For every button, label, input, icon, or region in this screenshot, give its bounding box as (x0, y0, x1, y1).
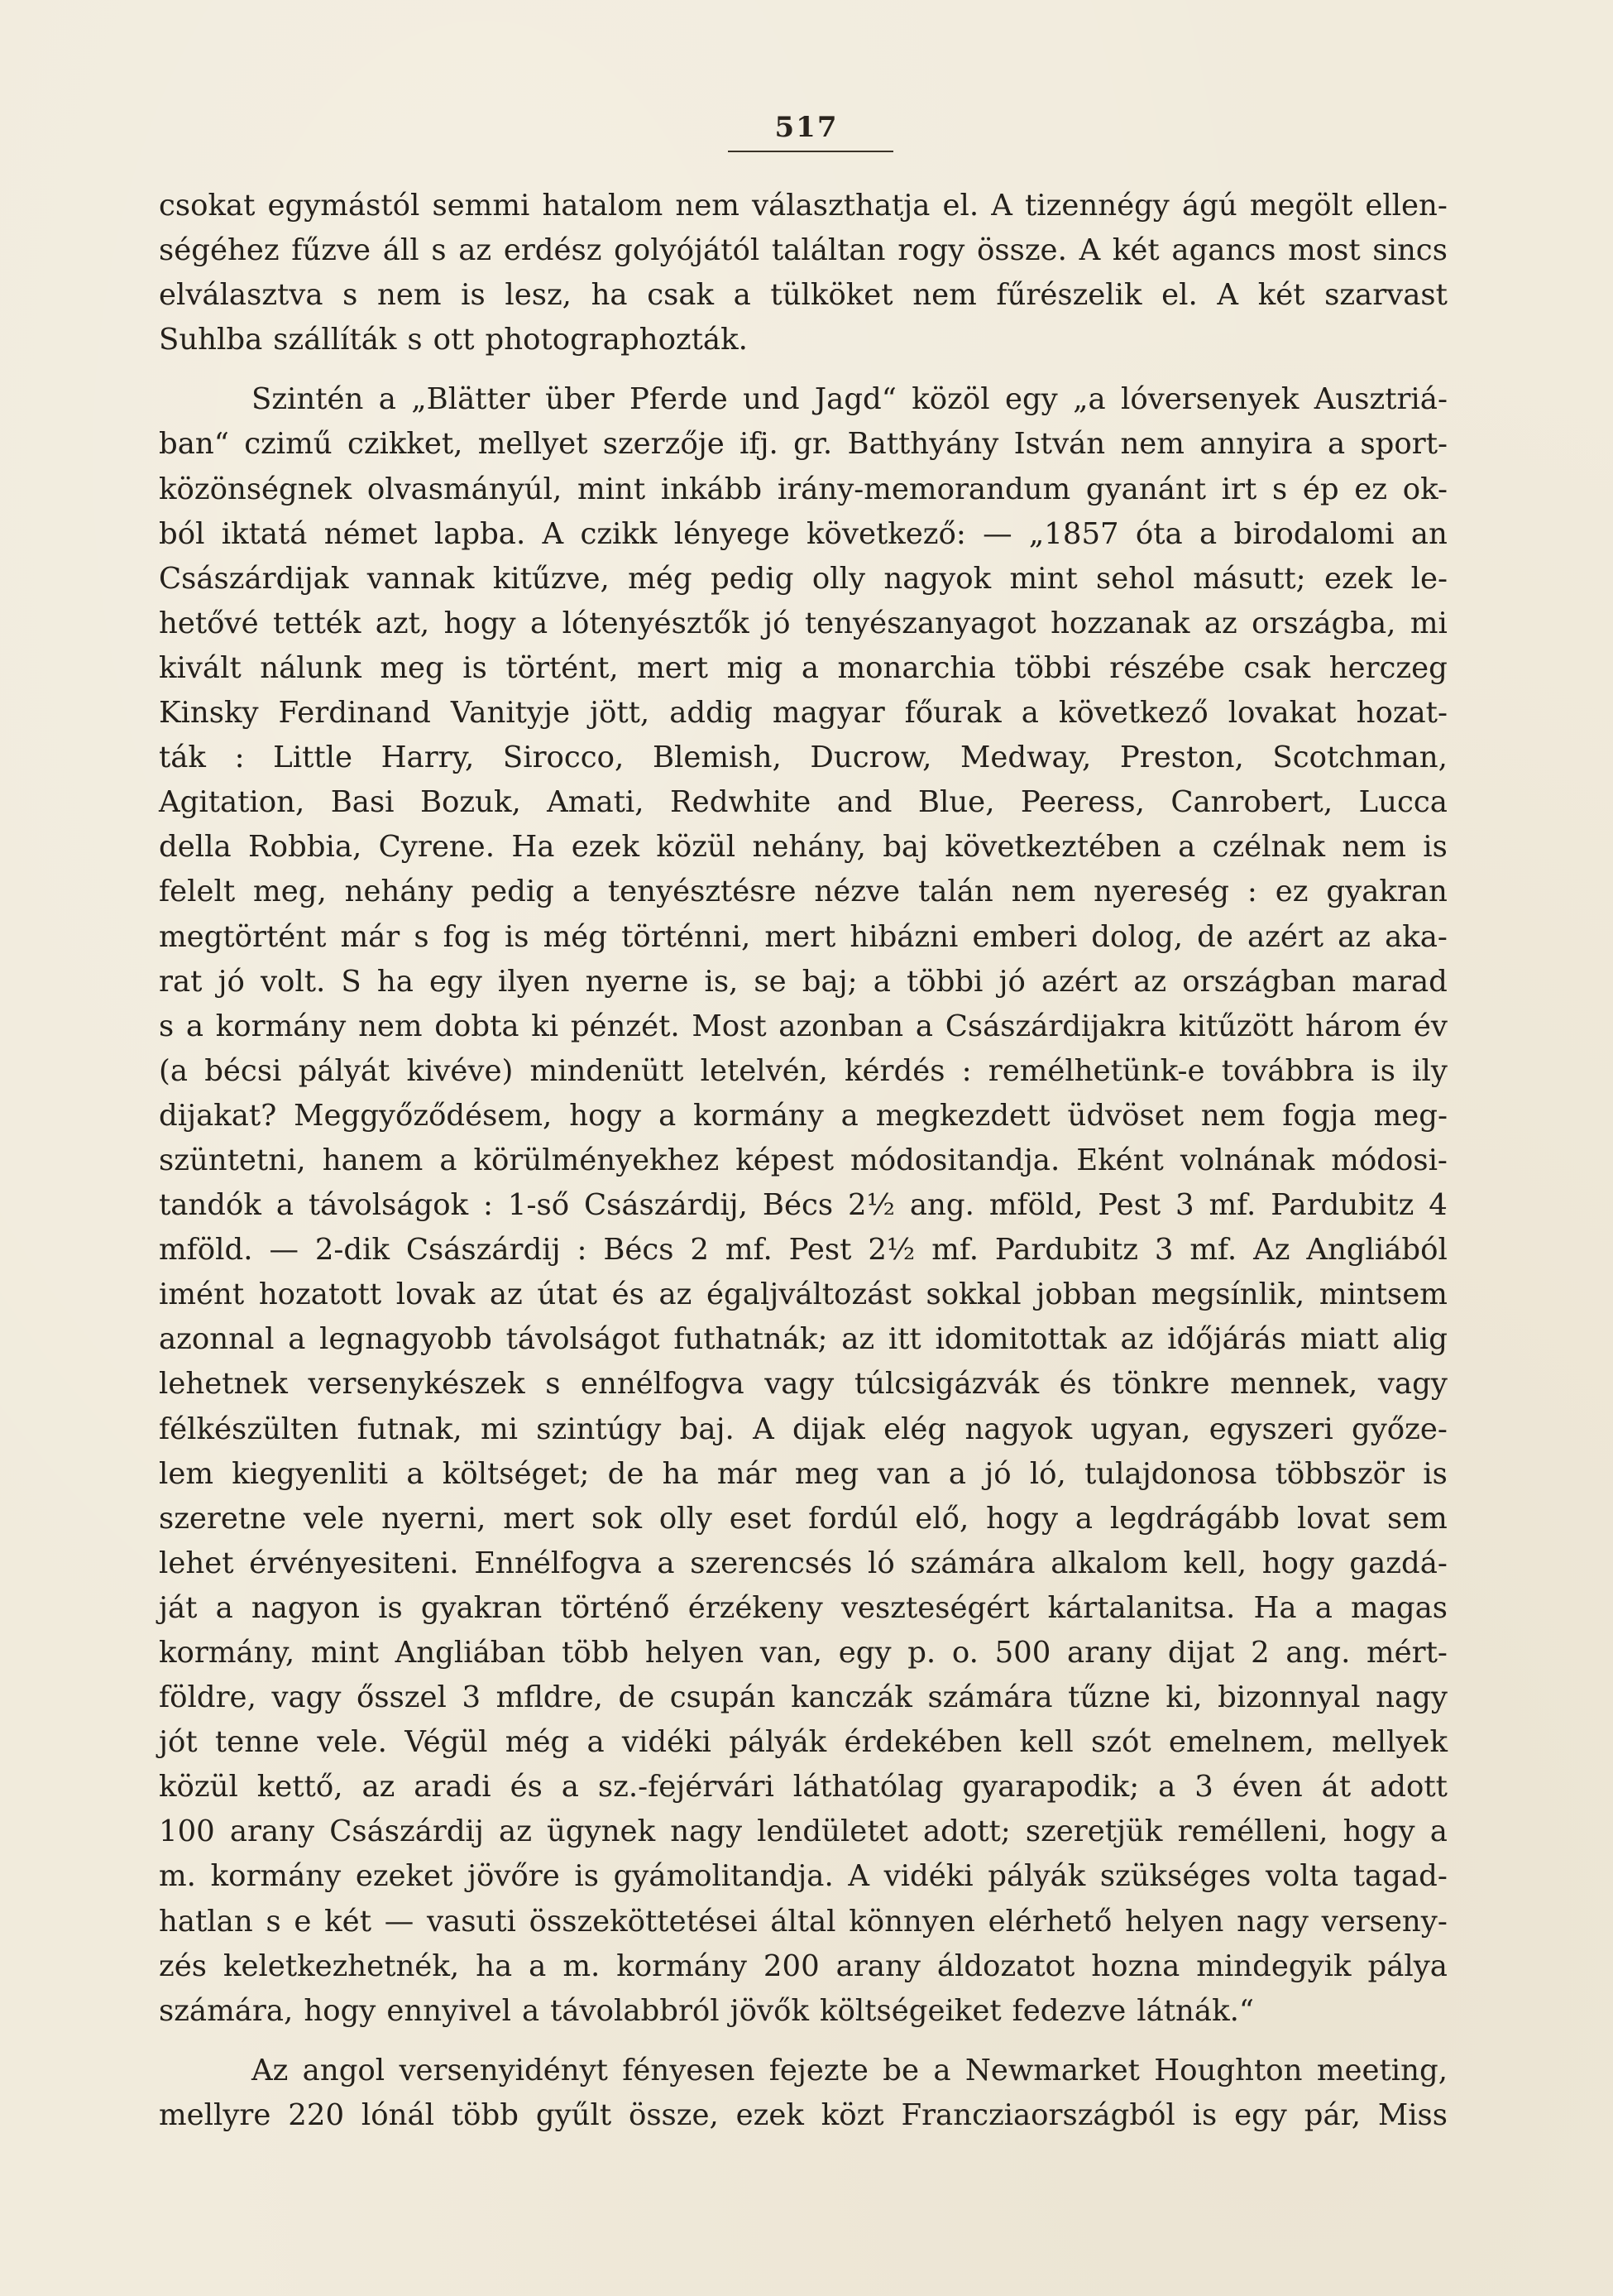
text-line: tandók a távolságok : 1-ső Császárdij, Bécs 2½ ang. mföld, Pest 3 mf. Pardubitz 4 (159, 1188, 1448, 1223)
paragraph (159, 2049, 1448, 2138)
text-line: hatlan s e két — vasuti összeköttetései által könnyen elérhető helyen nagy verseny- (159, 1904, 1448, 1939)
text-line: Agitation, Basi Bozuk, Amati, Redwhite and Blue, Peeress, Canrobert, Lucca (159, 785, 1448, 820)
text-line: elválasztva s nem is lesz, ha csak a tülköket nem fűrészelik el. A két szarvast (159, 278, 1448, 313)
text-line: számára, hogy ennyivel a távolabbról jövők költségeiket fedezve látnák.“ (159, 1993, 1255, 2028)
text-line: ban“ czimű czikket, mellyet szerzője ifj. gr. Batthyány István nem annyira a sport- (159, 427, 1448, 462)
text-line: ták : Little Harry, Sirocco, Blemish, Ducrow, Medway, Preston, Scotchman, (159, 741, 1448, 775)
text-line: ségéhez fűzve áll s az erdész golyójától találtan rogy össze. A két agancs most sincs (159, 233, 1448, 268)
text-line: kivált nálunk meg is történt, mert mig a monarchia többi részébe csak herczeg (159, 650, 1448, 685)
text-line: mföld. — 2-dik Császárdij : Bécs 2 mf. Pest 2½ mf. Pardubitz 3 mf. Az Angliából (159, 1233, 1448, 1268)
text-line: félkészülten futnak, mi szintúgy baj. A dijak elég nagyok ugyan, egyszeri győze- (159, 1412, 1448, 1446)
text-line: földre, vagy ősszel 3 mfldre, de csupán kanczák számára tűzne ki, bizonnyal nagy (159, 1680, 1448, 1715)
text-line: közönségnek olvasmányúl, mint inkább irány-memorandum gyanánt irt s ép ez ok- (159, 472, 1448, 506)
text-line: lem kiegyenliti a költséget; de ha már meg van a jó ló, tulajdonosa többször is (159, 1456, 1448, 1491)
text-line: mellyre 220 lónál több gyűlt össze, ezek közt Francziaországból is egy pár, Miss (159, 2097, 1448, 2132)
text-line: della Robbia, Cyrene. Ha ezek közül nehány, baj következtében a czélnak nem is (159, 830, 1448, 865)
text-line: Szintén a „Blätter über Pferde und Jagd“ közöl egy „a lóversenyek Ausztriá- (251, 382, 1448, 417)
text-line: szüntetni, hanem a körülményekhez képest módositandja. Eként volnának módosi- (159, 1143, 1448, 1177)
text-line: lehetnek versenykészek s ennélfogva vagy túlcsigázvák és tönkre mennek, vagy (159, 1367, 1448, 1402)
paragraph-gap (159, 2034, 1448, 2049)
text-line: ját a nagyon is gyakran történő érzékeny veszteségért kártalanitsa. Ha a magas (159, 1590, 1448, 1625)
text-line: ból iktatá német lapba. A czikk lényege következő: — „1857 óta a birodalomi an (159, 516, 1448, 551)
text-line: azonnal a legnagyobb távolságot futhatnák; az itt idomitottak az időjárás miatt alig (159, 1322, 1448, 1357)
paragraph (159, 184, 1448, 362)
text-line: felelt meg, nehány pedig a tenyésztésre nézve talán nem nyereség : ez gyakran (159, 875, 1448, 909)
text-line: dijakat? Meggyőződésem, hogy a kormány a megkezdett üdvöset nem fogja meg- (159, 1098, 1448, 1133)
paragraph-gap (159, 362, 1448, 377)
text-line: kormány, mint Angliában több helyen van, egy p. o. 500 arany dijat 2 ang. mért- (159, 1636, 1448, 1670)
text-line: szeretne vele nyerni, mert sok olly eset fordúl elő, hogy a legdrágább lovat sem (159, 1501, 1448, 1536)
text-line: Suhlba szállíták s ott photographozták. (159, 323, 748, 357)
paragraph (159, 377, 1448, 2033)
text-line: 100 arany Császárdij az ügynek nagy lendületet adott; szeretjük remélleni, hogy a (159, 1814, 1448, 1849)
text-line: s a kormány nem dobta ki pénzét. Most azonban a Császárdijakra kitűzött három év (159, 1009, 1448, 1043)
header-rule (728, 151, 893, 152)
text-line: rat jó volt. S ha egy ilyen nyerne is, se baj; a többi jó azért az országban marad (159, 964, 1448, 999)
text-line: Császárdijak vannak kitűzve, még pedig olly nagyok mint sehol másutt; ezek le- (159, 561, 1448, 596)
page-number: 517 (774, 111, 839, 144)
body-text (159, 184, 1448, 2138)
text-line: közül kettő, az aradi és a sz.-fejérvári láthatólag gyarapodik; a 3 éven át adott (159, 1770, 1448, 1805)
text-line: lehet érvényesiteni. Ennélfogva a szerencsés ló számára alkalom kell, hogy gazdá- (159, 1546, 1448, 1580)
text-line: (a bécsi pályát kivéve) mindenütt letelvén, kérdés : remélhetünk-e továbbra is ily (159, 1053, 1448, 1088)
text-line: csokat egymástól semmi hatalom nem választhatja el. A tizennégy ágú megölt ellen- (159, 189, 1448, 223)
text-line: imént hozatott lovak az útat és az égaljváltozást sokkal jobban megsínlik, mintsem (159, 1277, 1448, 1312)
text-line: Az angol versenyidényt fényesen fejezte be a Newmarket Houghton meeting, (251, 2053, 1448, 2087)
text-line: hetővé tették azt, hogy a lótenyésztők jó tenyészanyagot hozzanak az országba, mi (159, 606, 1448, 640)
text-line: megtörtént már s fog is még történni, mert hibázni emberi dolog, de azért az aka- (159, 919, 1448, 954)
text-line: Kinsky Ferdinand Vanityje jött, addig magyar főurak a következő lovakat hozat- (159, 696, 1448, 731)
text-line: zés keletkezhetnék, ha a m. kormány 200 arany áldozatot hozna mindegyik pálya (159, 1948, 1448, 1983)
text-line: jót tenne vele. Végül még a vidéki pályák érdekében kell szót emelnem, mellyek (159, 1725, 1448, 1760)
text-line: m. kormány ezeket jövőre is gyámolitandja. A vidéki pályák szükséges volta tagad- (159, 1859, 1448, 1894)
